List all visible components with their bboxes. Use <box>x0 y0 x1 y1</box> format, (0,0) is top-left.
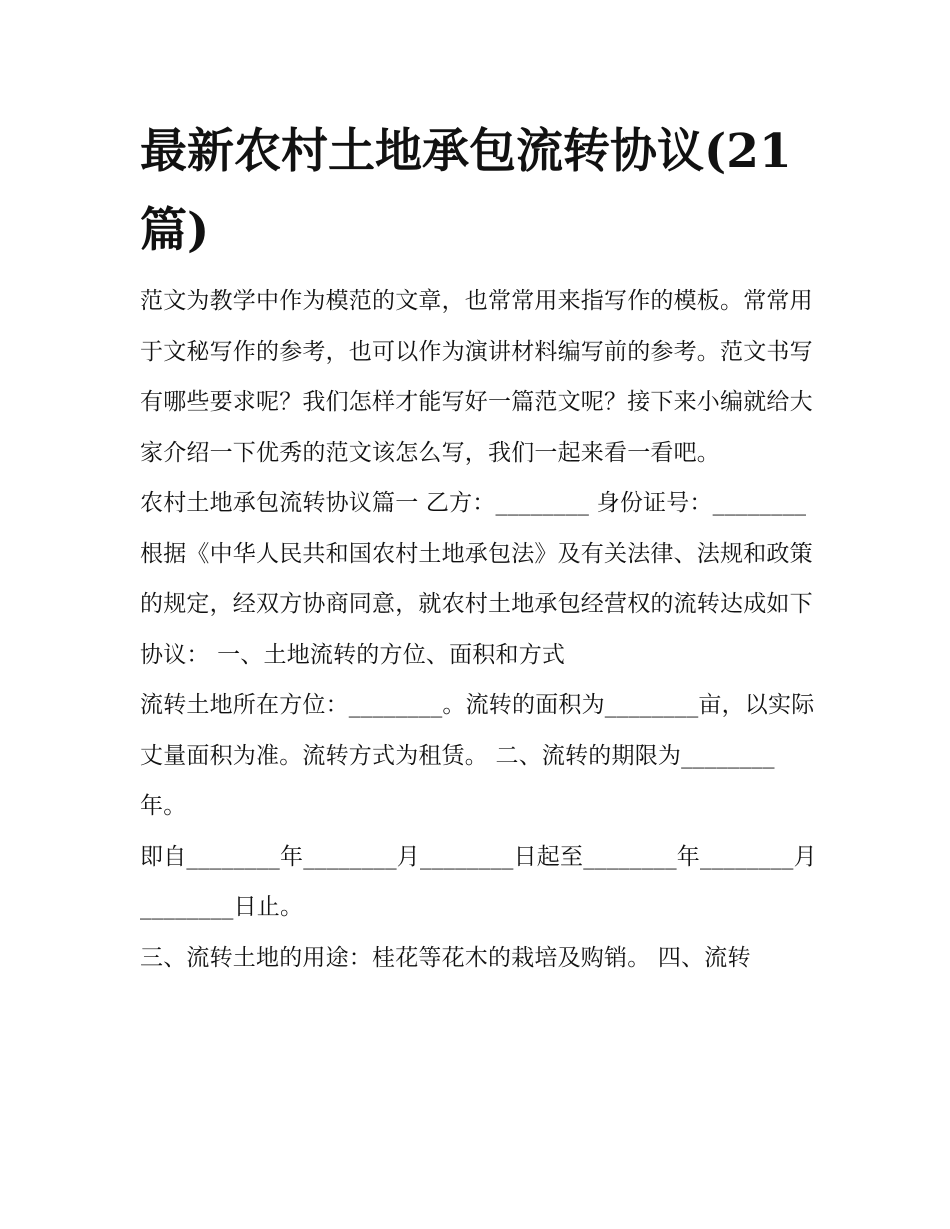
land-location-paragraph: 流转土地所在方位：________。流转的面积为________亩，以实际丈量面积为准。流转方式为租赁。 二、流转的期限为________年。 <box>140 692 815 819</box>
term-dates-paragraph: 即自________年________月________日起至________年________月________日止。 <box>140 843 817 920</box>
land-use-paragraph: 三、流转土地的用途：桂花等花木的栽培及购销。 四、流转 <box>140 944 751 971</box>
document-body <box>140 276 820 983</box>
document-title: 最新农村土地承包流转协议(21篇) <box>140 124 792 258</box>
agreement-heading-paragraph: 农村土地承包流转协议篇一 乙方：________ 身份证号：________ <box>140 490 807 516</box>
intro-paragraph: 范文为教学中作为模范的文章，也常常用来指写作的模板。常常用于文秘写作的参考，也可以作为演讲材料编写前的参考。范文书写有哪些要求呢？我们怎样才能写好一篇范文呢？接下来小编就给大家介绍一下优秀的范文该怎么写，我们一起来看一看吧。 <box>140 288 813 466</box>
legal-basis-paragraph: 根据《中华人民共和国农村土地承包法》及有关法律、法规和政策的规定，经双方协商同意，就农村土地承包经营权的流转达成如下协议： 一、土地流转的方位、面积和方式 <box>140 540 813 668</box>
